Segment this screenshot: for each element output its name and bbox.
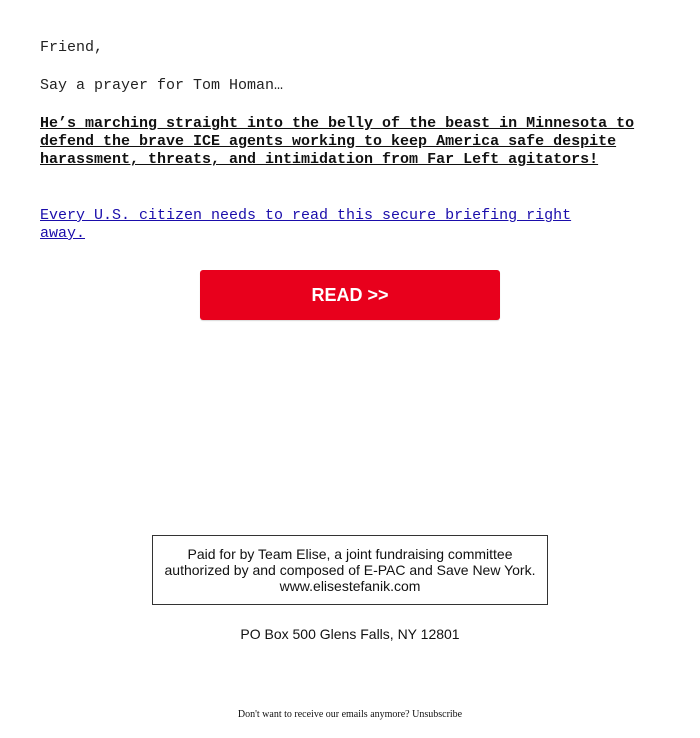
unsubscribe-prompt: Don't want to receive our emails anymore?: [237, 709, 410, 720]
unsubscribe-line: [0, 709, 700, 720]
paid-for-line-2: authorized by and composed of E-PAC and Save New York.: [164, 562, 536, 578]
paid-for-website: www.elisestefanik.com: [279, 578, 421, 594]
paid-for-disclaimer: [152, 535, 548, 605]
prayer-line: Say a prayer for Tom Homan…: [40, 77, 284, 94]
mailing-address: PO Box 500 Glens Falls, NY 12801: [240, 626, 460, 642]
unsubscribe-link[interactable]: Unsubscribe: [412, 709, 463, 720]
headline: He’s marching straight into the belly of the beast in Minnesota to defend the brave ICE agents working to keep America safe despite harassment, threats, and intimidation from Far Left agitators!: [40, 115, 635, 168]
paid-for-line-1: Paid for by Team Elise, a joint fundraising committee: [187, 546, 513, 562]
briefing-link[interactable]: Every U.S. citizen needs to read this secure briefing right away.: [40, 207, 572, 242]
read-button[interactable]: READ >>: [200, 270, 500, 320]
greeting: Friend,: [40, 39, 104, 56]
